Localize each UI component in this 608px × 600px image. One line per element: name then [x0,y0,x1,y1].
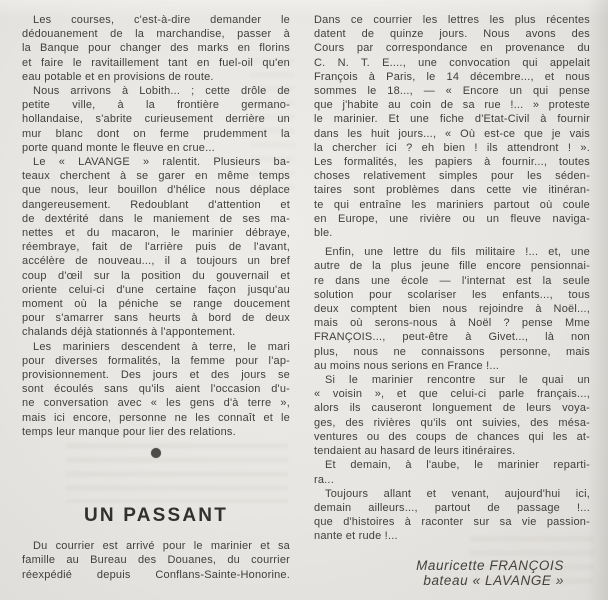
text-line: eau potable et en provisions de route. [22,70,214,83]
article-paragraph [22,84,290,155]
signature-author: Mauricette FRANÇOIS [416,557,564,573]
text-line: chalands déjà stationnés à l'appontement. [22,326,236,339]
text-line: demain ailleurs..., partout de passage !... [314,501,590,514]
text-line: Cours par correspondance en provenance du [314,42,590,55]
text-line: Les courses, c'est-à-dire demander le [33,14,290,26]
text-line: deux comptent bien nous rejoindre à Noël..., [314,303,590,316]
text-line: que d'histoires à raconter sur sa vie passion- [314,516,590,529]
text-line: te qui entraîne les mariniers partout où coule [314,198,590,211]
text-line: tendaient au hasard de leurs itinéraires. [314,445,516,458]
text-line: la Banque pour changer des marks en florins [22,42,290,55]
text-line: ble. [314,227,333,240]
text-line: que j'habite au coin de sa rue !... » proteste [314,99,590,112]
text-line: solution pour scolariser les enfants..., tous [314,288,590,301]
text-line: réembraye, fait de l'arrière puis de l'avant, [22,241,290,254]
article-paragraph [314,487,590,544]
text-line: accélère de nouveau..., il a toujours un bref [22,255,290,268]
left-column-footer-text [22,539,290,582]
text-line: nante et rude !... [314,530,398,543]
article-heading: UN PASSANT [83,505,229,527]
text-line: sont écoulés sans qu'ils aient l'occasion d'u- [22,383,290,396]
right-column-text [314,13,590,544]
text-line: autre de la plus jeune fille encore pensionnai- [314,260,590,273]
article-paragraph [314,245,590,373]
text-line: hollandaise, s'abrite curieusement derrière un [22,113,290,126]
text-line: temps leur manque pour lier des relations. [22,425,236,438]
text-line: Toujours allant et venant, aujourd'hui ici, [325,487,590,500]
text-line: et faire le ravitaillement tant en fuel-oil qu'en [22,56,290,69]
left-column-text [22,13,290,439]
signature-block [314,558,590,589]
text-line: re dans une école — l'internat est la seule [314,274,590,287]
text-line: dangereusement. Redoublant d'attention et [22,198,290,211]
text-line: François à Paris, le 14 décembre..., et nous [314,70,590,83]
text-line: taires sont problèmes dans cette vie itinéran- [314,184,590,197]
text-line: au moins nous serions en France !... [314,359,500,372]
text-line: Si le marinier rencontre sur le quai un [325,374,590,387]
text-line: de dextérité dans le maniement de ses ma- [22,212,290,225]
text-line: Du courrier est arrivé pour le marinier et sa [33,540,290,553]
text-line: la chercher ici ? eh bien ! ils attendront ! ». [314,141,590,154]
text-line: oriente celui-ci d'une certaine façon jusqu'au [22,283,290,296]
text-line: mais ici encore, personne ne les connaît et le [22,411,290,424]
text-line: ra... [314,473,334,486]
text-line: mais où serons-nous à Noël ? pense Mme [314,317,590,330]
text-line: en Europe, une rivière ou un fleuve naviga- [314,212,590,225]
text-line: choses relativement simples pour les séden- [314,170,590,183]
text-line: ges, des rivières qu'ils ont suivies, des mésa- [314,416,590,429]
text-line: ne conversation avec « les gens d'à terre », [22,397,290,410]
text-line: datent de quinze jours. Nous avons des [314,28,590,41]
article-paragraph [22,13,290,84]
text-line: pour diverses formalités, la femme pour l'ap- [22,354,290,367]
text-line: pour s'amarrer sans heurts à bord de deux [22,312,290,325]
text-line: Nous arrivons à Lobith... ; cette drôle de [33,85,290,98]
left-column [22,13,290,582]
text-line: Dans ce courrier les lettres les plus récentes [314,14,590,26]
text-line: Les formalités, les papiers à fournir..., toutes [314,156,590,169]
text-line: Le « LAVANGE » ralentit. Plusieurs ba- [33,156,290,169]
article-paragraph [314,13,590,240]
text-line: Les mariniers descendent à terre, le mari [33,340,290,353]
bullet-separator-icon [151,448,161,458]
text-line: Et demain, à l'aube, le marinier reparti- [325,459,590,472]
article-paragraph [22,155,290,340]
text-line: provisionnement. Des jours et des jours se [22,369,290,382]
article-paragraph [22,340,290,439]
text-line: moment où la péniche se range doucement [22,298,290,311]
text-line: ventures ou des coups de chances qui les at- [314,430,590,443]
article-paragraph [22,539,290,582]
text-line: Enfin, une lettre du fils militaire !... et, une [325,246,590,259]
text-line: le marinier. Et une fiche d'Etat-Civil à fournir [314,113,590,126]
article-paragraph [314,373,590,458]
text-line: plus, nous ne connaissons personne, mais [314,345,590,358]
article-paragraph [314,458,590,486]
text-line: « voisin », et que celui-ci parle français..., [314,388,590,401]
signature-boat: bateau « LAVANGE » [423,573,564,589]
text-line: famille au Bureau des Douanes, du courrier [22,554,290,567]
text-line: porte quand monte le fleuve en crue... [22,141,215,154]
text-line: petite ville, à la frontière germano- [22,99,290,112]
text-line: teaux cherchent à se garer en même temps [22,170,290,183]
text-line: alors ils causeront longuement de leurs voya- [314,402,590,415]
right-column [314,13,590,589]
text-line: sommes le 18..., — « Encore un qui pense [314,85,590,98]
text-line: nettes et du macaron, le marinier débraye, [22,227,290,240]
text-line: FRANÇOIS..., peut-être à Givet..., là non [314,331,590,344]
text-line: que nous, leur bouillon d'hélice nous déplace [22,184,290,197]
text-line: réexpédié depuis Conflans-Sainte-Honorine. [22,568,290,581]
text-line: dédouanement de la marchandise, passer à [22,28,290,41]
text-line: coup d'œil sur la position du gouvernail et [22,269,290,282]
text-line: C. N. T. E...., une convocation qui appelait [314,56,590,69]
text-line: dans les huit jours..., « Où est-ce que je vais [314,127,590,140]
text-line: mur blanc dont on ferme prudemment la [22,127,290,140]
